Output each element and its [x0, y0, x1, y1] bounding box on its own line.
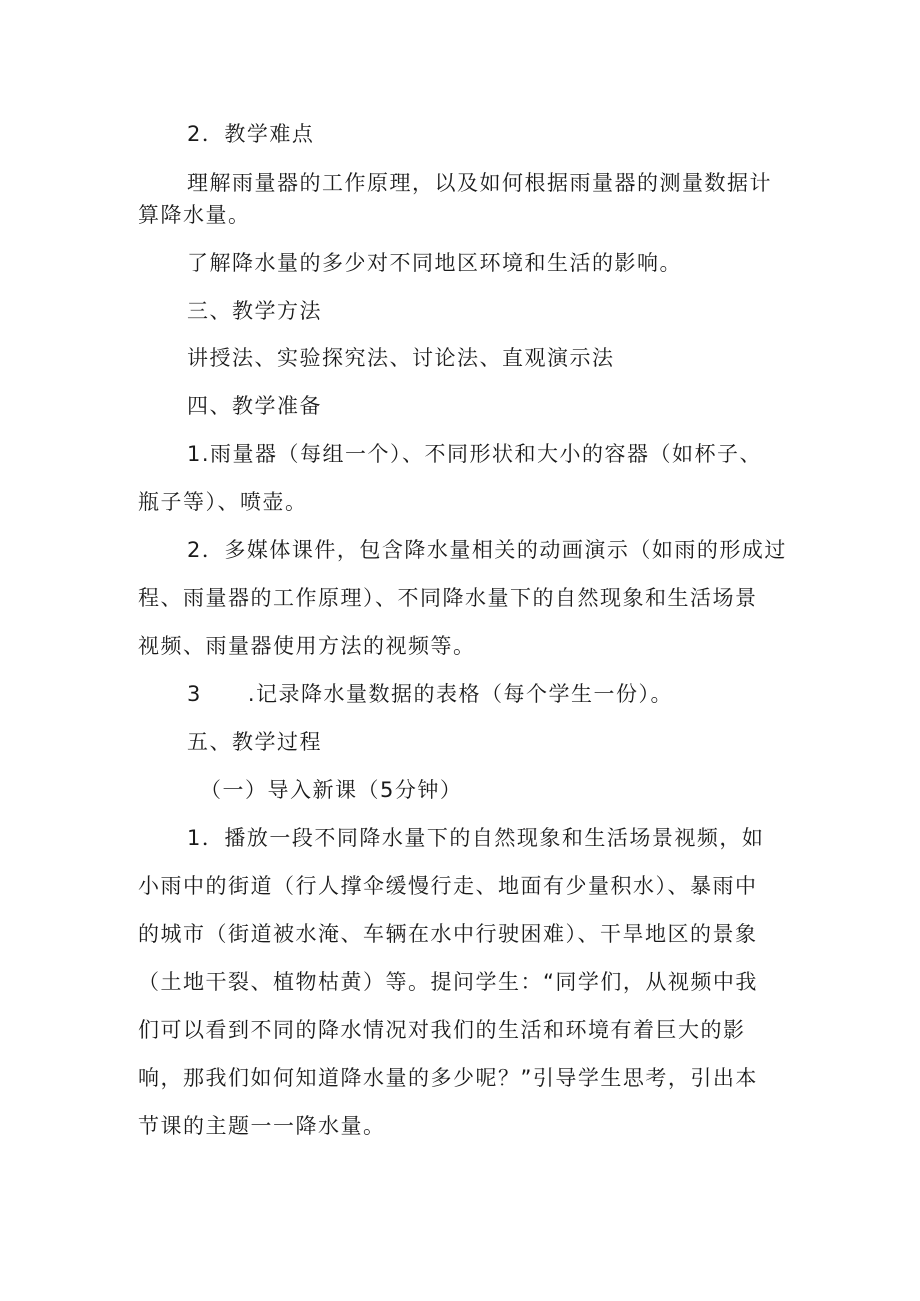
list-number: 3: [187, 682, 202, 706]
paragraph-line: 的城市（街道被水淹、车辆在水中行驶困难）、干旱地区的景象: [138, 922, 758, 946]
paragraph-line: 节课的主题一一降水量。: [138, 1114, 386, 1138]
list-item-line: 程、雨量器的工作原理）、不同降水量下的自然现象和生活场景: [138, 586, 758, 610]
paragraph-line: 理解雨量器的工作原理，以及如何根据雨量器的测量数据计: [187, 171, 772, 195]
list-item-line: 2．多媒体课件，包含降水量相关的动画演示（如雨的形成过: [187, 538, 787, 562]
paragraph-line: 了解降水量的多少对不同地区环境和生活的影响。: [187, 251, 682, 275]
paragraph-line: 讲授法、实验探究法、讨论法、直观演示法: [187, 346, 615, 370]
paragraph-line: 小雨中的街道（行人撑伞缓慢行走、地面有少量积水）、暴雨中: [138, 874, 758, 898]
paragraph-line: 1．播放一段不同降水量下的自然现象和生活场景视频，如: [187, 826, 765, 850]
paragraph-line: （土地干裂、植物枯黄）等。提问学生：“同学们，从视频中我: [138, 970, 758, 994]
list-item-line: [187, 680, 673, 708]
paragraph-line: 响，那我们如何知道降水量的多少呢？”引导学生思考，引出本: [138, 1066, 758, 1090]
list-text: .记录降水量数据的表格（每个学生一份）。: [247, 682, 674, 706]
heading-teaching-process: 五、教学过程: [187, 730, 322, 754]
paragraph-line: 算降水量。: [138, 203, 251, 227]
heading-teaching-methods: 三、教学方法: [187, 299, 322, 323]
subheading-introduction: （一）导入新课（5分钟）: [200, 778, 463, 802]
list-item-line: 1.雨量器（每组一个）、不同形状和大小的容器（如杯子、: [187, 442, 763, 466]
heading-teaching-preparation: 四、教学准备: [187, 394, 322, 418]
list-item-line: 视频、雨量器使用方法的视频等。: [138, 634, 476, 658]
list-item-line: 瓶子等）、喷壶。: [138, 490, 308, 514]
paragraph-line: 们可以看到不同的降水情况对我们的生活和环境有着巨大的影: [138, 1018, 746, 1042]
heading-teaching-difficulties: 2．教学难点: [187, 122, 315, 146]
